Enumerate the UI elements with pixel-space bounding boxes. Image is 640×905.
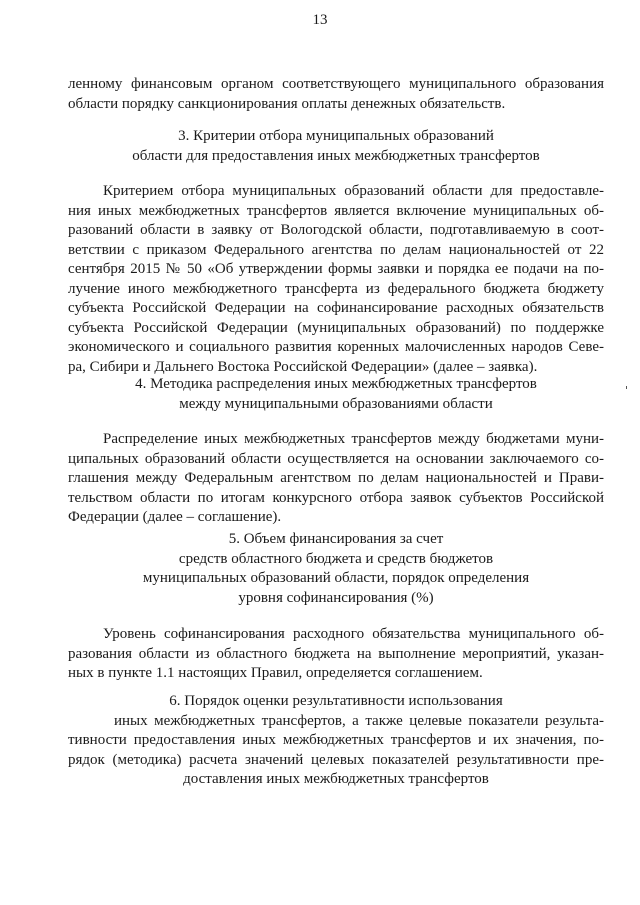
continuation-paragraph	[68, 75, 604, 114]
section-4-heading	[68, 375, 604, 414]
heading-line: доставления иных межбюджетных трансфертов	[183, 771, 489, 787]
section-5-paragraph	[68, 625, 604, 684]
heading-line: муниципальных образований области, порядок определения	[142, 570, 530, 586]
heading-line: рядок (методика) расчета значений целевых показателей результативности пре-	[68, 751, 604, 768]
heading-line: средств областного бюджета и средств бюджетов	[178, 550, 494, 567]
text-line: сентября 2015 № 50 «Об утверждении формы заявки и порядка ее подачи на по-	[68, 261, 604, 277]
heading-line: области для предоставления иных межбюджетных трансфертов	[132, 147, 540, 164]
page-number: 13	[312, 12, 328, 28]
section-6-heading	[68, 692, 604, 790]
text-line: Уровень софинансирования расходного обязательства муниципального об-	[103, 626, 604, 642]
heading-line: 6. Порядок оценки результативности использования	[169, 693, 503, 709]
text-line: лучение иного межбюджетного трансферта из федерального бюджета бюджету	[68, 280, 604, 297]
text-line: ленному финансовым органом соответствующего муниципального образования	[68, 76, 604, 92]
heading-line: иных межбюджетных трансфертов, а также целевые показатели результа-	[114, 712, 604, 729]
text-line: глашения между Федеральным агентством по делам национальностей и Прави-	[68, 470, 604, 486]
text-line: ципальных образований области осуществляется на основании заключаемого со-	[68, 450, 604, 467]
text-line: Распределение иных межбюджетных трансфертов между бюджетами муни-	[103, 431, 604, 447]
heading-line: уровня софинансирования (%)	[238, 589, 434, 606]
text-line: Федерации (далее – соглашение).	[68, 509, 282, 525]
text-line: субъекта Российской Федерации на софинансирование расходных обязательств	[68, 300, 604, 316]
text-line: области порядку санкционирования оплаты денежных обязательств.	[68, 95, 506, 112]
text-line: ния иных межбюджетных трансфертов является включение муниципальных об-	[68, 202, 604, 219]
scan-mark	[626, 386, 627, 389]
heading-line: тивности предоставления иных межбюджетных трансфертов и их значения, по-	[68, 732, 604, 748]
text-line: Критерием отбора муниципальных образований области для предоставле-	[103, 183, 604, 199]
text-line: экономического и социального развития коренных малочисленных народов Севе-	[68, 339, 604, 355]
text-line: субъекта Российской Федерации (муниципальных образований) по поддержке	[68, 319, 604, 336]
section-3-paragraph	[68, 182, 604, 377]
heading-line: 3. Критерии отбора муниципальных образований	[178, 128, 494, 144]
section-3-heading	[68, 127, 604, 166]
text-line: ветствии с приказом Федерального агентства по делам национальностей от 22	[68, 241, 604, 258]
text-line: ра, Сибири и Дальнего Востока Российской Федерации» (далее – заявка).	[68, 358, 538, 375]
text-line: тельством области по итогам конкурсного отбора заявок субъектов Российской	[68, 489, 604, 506]
text-line: разований области в заявку от Вологодской области, подготавливаемую в соот-	[68, 222, 604, 238]
text-line: ных в пункте 1.1 настоящих Правил, определяется соглашением.	[68, 665, 483, 681]
text-line: разования области из областного бюджета на выполнение мероприятий, указан-	[68, 645, 604, 662]
heading-line: 4. Методика распределения иных межбюджетных трансфертов	[135, 376, 537, 392]
heading-line: 5. Объем финансирования за счет	[228, 531, 444, 547]
section-5-heading	[68, 530, 604, 608]
section-4-paragraph	[68, 430, 604, 528]
heading-line: между муниципальными образованиями области	[179, 395, 493, 412]
